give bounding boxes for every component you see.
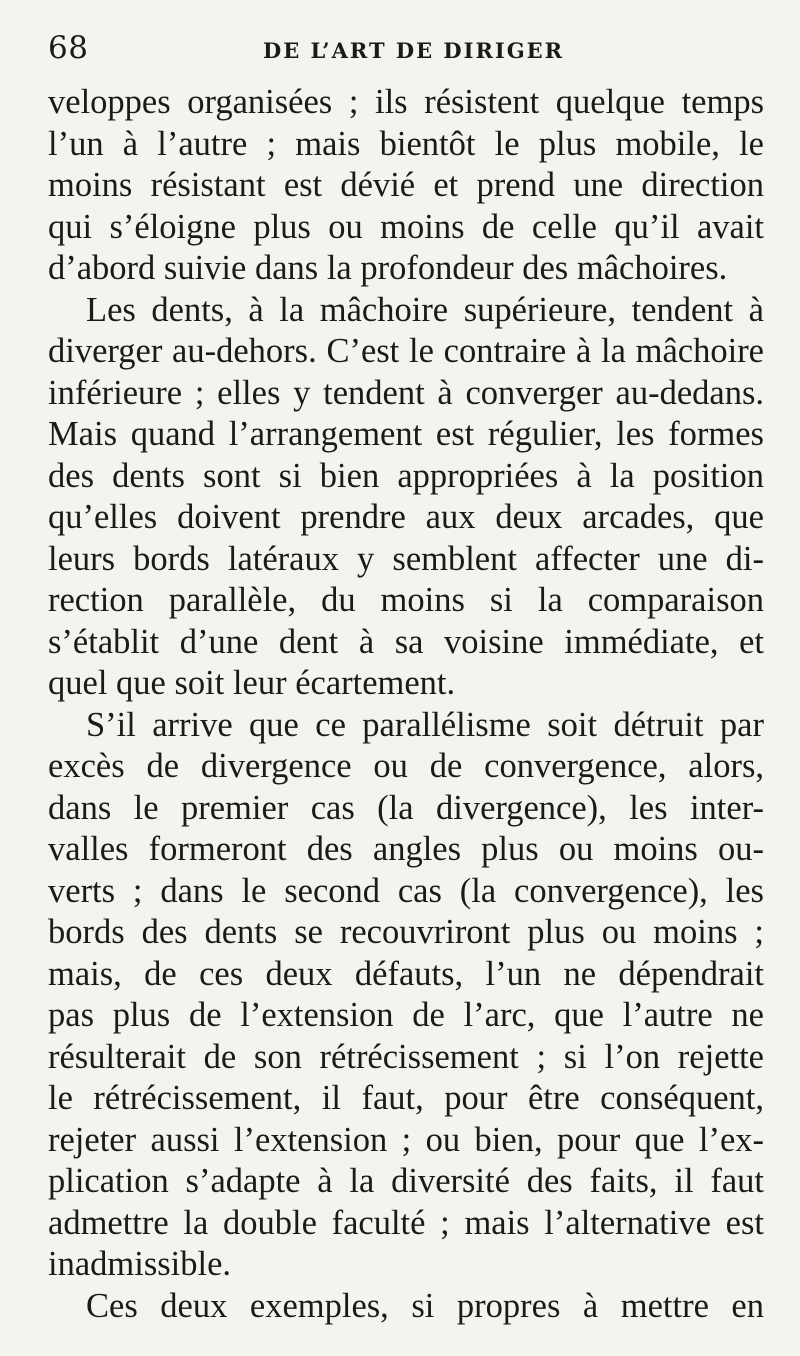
text-line: l’un à l’autre ; mais bientôt le plus mobile, le <box>48 124 764 163</box>
text-line: plication s’adapte à la diversité des faits, il faut <box>48 1162 764 1200</box>
text-line: valles formeront des angles plus ou moins ou- <box>48 830 764 868</box>
text-line: Mais quand l’arrangement est régulier, les formes <box>48 415 764 453</box>
text-line: diverger au-dehors. C’est le contraire à la mâchoire <box>48 332 764 370</box>
text-line: inférieure ; elles y tendent à converger au-dedans. <box>48 373 764 412</box>
running-head <box>48 30 764 82</box>
running-title: DE L’ART DE DIRIGER <box>263 38 565 63</box>
body-text <box>48 82 764 1327</box>
text-line: leurs bords latéraux y semblent affecter une di- <box>48 539 764 578</box>
text-line: Les dents, à la mâchoire supérieure, tendent à <box>86 290 764 329</box>
text-line: résulterait de son rétrécissement ; si l’on rejette <box>48 1037 764 1076</box>
text-line: pas plus de l’extension de l’arc, que l’autre ne <box>48 996 764 1034</box>
text-line: mais, de ces deux défauts, l’un ne dépendrait <box>48 954 764 993</box>
text-line: quel que soit leur écartement. <box>48 664 456 702</box>
text-line: bords des dents se recouvriront plus ou moins ; <box>48 913 764 951</box>
text-line: inadmissible. <box>48 1245 232 1283</box>
text-line: rejeter aussi l’extension ; ou bien, pour que l’ex- <box>48 1120 764 1159</box>
page-number: 68 <box>48 30 89 66</box>
text-line: veloppes organisées ; ils résistent quelque temps <box>48 83 764 121</box>
text-line: qu’elles doivent prendre aux deux arcades, que <box>48 498 764 536</box>
text-line: Ces deux exemples, si propres à mettre en <box>86 1286 764 1325</box>
text-line: S’il arrive que ce parallélisme soit détruit par <box>86 705 764 744</box>
text-line: dans le premier cas (la divergence), les inter- <box>48 788 764 827</box>
text-line: le rétrécissement, il faut, pour être conséquent, <box>48 1079 764 1117</box>
text-line: s’établit d’une dent à sa voisine immédiate, et <box>48 622 764 661</box>
text-line: moins résistant est dévié et prend une direction <box>48 166 764 204</box>
text-line: excès de divergence ou de convergence, alors, <box>48 747 764 785</box>
text-line: d’abord suivie dans la profondeur des mâchoires. <box>48 249 728 287</box>
text-line: admettre la double faculté ; mais l’alternative est <box>48 1203 764 1242</box>
text-line: verts ; dans le second cas (la convergence), les <box>48 871 764 910</box>
text-line: qui s’éloigne plus ou moins de celle qu’il avait <box>48 207 764 246</box>
text-line: des dents sont si bien appropriées à la position <box>48 456 764 495</box>
text-line: rection parallèle, du moins si la comparaison <box>48 581 764 619</box>
